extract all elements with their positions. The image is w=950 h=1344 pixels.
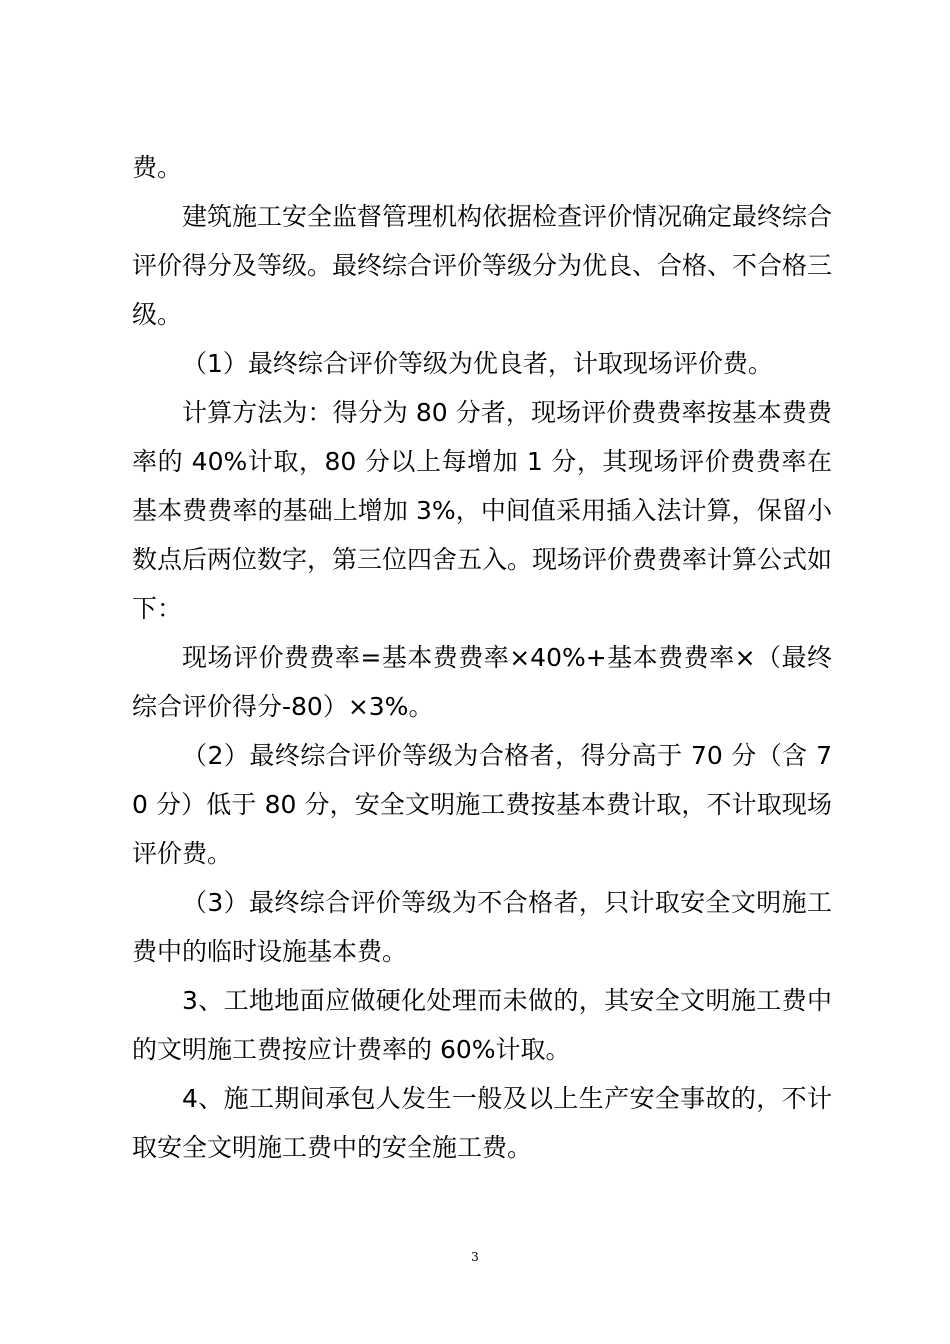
document-body xyxy=(132,143,832,1172)
paragraph-calculation-method: 计算方法为：得分为 80 分者，现场评价费费率按基本费费率的 40%计取，80 分以上每增加 1 分，其现场评价费费率在基本费费率的基础上增加 3%，中间值采用插入法计算，保留小数点后两位数字，第三位四舍五入。现场评价费费率计算公式如下： xyxy=(132,398,833,623)
paragraph-continuation: 费。 xyxy=(132,153,183,182)
paragraph-formula: 现场评价费费率=基本费费率×40%+基本费费率×（最终综合评价得分-80）×3%。 xyxy=(132,643,832,721)
paragraph-excellent: （1）最终综合评价等级为优良者，计取现场评价费。 xyxy=(182,349,773,378)
paragraph-item-4: 4、施工期间承包人发生一般及以上生产安全事故的，不计取安全文明施工费中的安全施工费。 xyxy=(132,1084,832,1162)
paragraph-evaluation-levels: 建筑施工安全监督管理机构依据检查评价情况确定最终综合评价得分及等级。最终综合评价等级分为优良、合格、不合格三级。 xyxy=(132,202,833,329)
paragraph-qualified: （2）最终综合评价等级为合格者，得分高于 70 分（含 70 分）低于 80 分，安全文明施工费按基本费计取，不计取现场评价费。 xyxy=(132,741,832,868)
paragraph-item-3: 3、工地地面应做硬化处理而未做的，其安全文明施工费中的文明施工费按应计费率的 60%计取。 xyxy=(132,986,832,1064)
page-number: 3 xyxy=(471,1250,479,1264)
paragraph-unqualified: （3）最终综合评价等级为不合格者，只计取安全文明施工费中的临时设施基本费。 xyxy=(132,888,832,966)
